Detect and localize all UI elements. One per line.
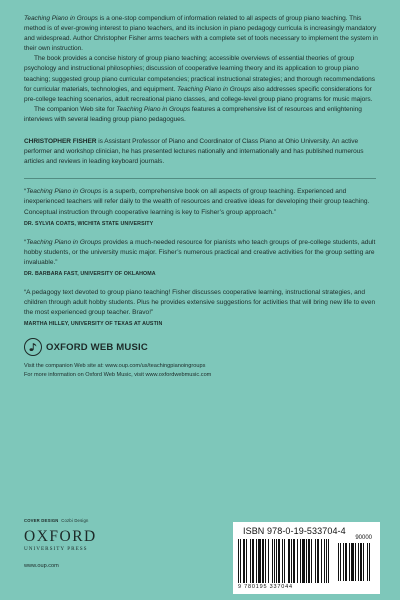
review-attribution-3: MARTHA HILLEY, UNIVERSITY OF TEXAS AT AUSTIN [24, 321, 163, 328]
barcode-bar [349, 543, 350, 581]
review-quote-1: “Teaching Piano in Groups is a superb, comprehensive book on all aspects of group teaching. Experienced and inexperienced teachers will refer daily to the wealth of resources and creative ideas for developing their group teaching. Conceptual instruction through cooperative learning is key to Fisher’s group approach.” [24, 188, 370, 216]
barcode-bar [258, 539, 261, 583]
barcode-bar [302, 539, 305, 583]
price-code: 90000 [355, 535, 372, 541]
barcode-bar [317, 539, 319, 583]
web-music-logo-text: OXFORD WEB MUSIC [46, 341, 148, 353]
barcode-bar [340, 543, 341, 581]
author-bio-text: is Assistant Professor of Piano and Coordinator of Class Piano at Ohio University. An active performer and workshop clinician, he has presented lectures nationally and internationally and has published numerous articles and reviews in leading keyboard journals. [24, 138, 364, 166]
barcode-bar [300, 539, 301, 583]
book-title-italic: Teaching Piano in Groups [24, 15, 98, 22]
publisher-logo: OXFORD [24, 528, 97, 545]
barcode-bar [256, 539, 257, 583]
review-quote-3 [24, 288, 380, 318]
barcode-bar [288, 539, 290, 583]
description-text: The companion Web site for [34, 105, 117, 113]
barcode-bar [358, 543, 359, 581]
barcode-bar [315, 539, 316, 583]
barcode-bar [351, 543, 354, 581]
publisher-footer [24, 518, 224, 569]
barcode-bar [250, 539, 251, 583]
barcode-bar [246, 539, 247, 583]
isbn-barcode [238, 539, 336, 583]
review-attribution-1: DR. SYLVIA COATS, WICHITA STATE UNIVERSITY [24, 220, 154, 227]
oxford-web-music-logo [24, 338, 380, 356]
barcode-bar [238, 539, 239, 583]
barcode-bar [324, 539, 325, 583]
description-text: features a comprehensive list of resources and enlightening interviews with several leading group piano pedagogues. [24, 105, 362, 123]
publisher-url: www.oup.com [24, 563, 59, 569]
description-paragraph-1 [24, 14, 380, 54]
website-info [24, 362, 380, 380]
description-paragraph-3 [24, 105, 380, 125]
review-quote-2: “Teaching Piano in Groups provides a much-needed resource for pianists who teach groups of pre-college students, adult hobby students, or the university music major. Fisher’s numerous practical and creative activities for the group setting are invaluable.” [24, 238, 376, 266]
price-barcode [338, 543, 372, 581]
barcode-bar [363, 543, 364, 581]
barcode-number: 9 780195 337044 [238, 584, 293, 590]
barcode-bar [282, 539, 283, 583]
barcode-bar [321, 539, 322, 583]
book-title-italic: Teaching Piano in Groups [116, 105, 191, 113]
back-cover-content [24, 14, 380, 380]
barcode-bar [369, 543, 370, 581]
isbn-text: ISBN 978-0-19-533704-4 [243, 526, 346, 536]
description-text: also addresses specific considerations for pre-college teaching scenarios, adult recreational piano classes, and college-level group piano programs for music majors. [24, 85, 373, 103]
quote-text: is a superb, comprehensive book on all aspects of group teaching. Experienced and inexperienced teachers will refer daily to the wealth of resources and creative ideas for developing their group teaching. Conceptual instruction through cooperative learning is key to Fisher’s group approach.” [24, 188, 370, 216]
book-title-italic: Teaching Piano in Groups [177, 85, 251, 93]
description-text: The book provides a concise history of group piano teaching; accessible overviews of essential theories of group psychology and instructional philosophies; discussion of cooperative learning theory and its application to group piano teaching; suggested group piano curricular competencies; practical instructional strategies; and thorough recommendations for curricular materials, technologies, and equipment. [24, 55, 375, 93]
barcode-bar [268, 539, 269, 583]
web-music-info-line: For more information on Oxford Web Music, visit www.oxfordwebmusic.com [24, 372, 212, 379]
divider-rule [24, 178, 376, 179]
barcode-bar [326, 539, 327, 583]
barcode-bar [284, 539, 285, 583]
companion-site-line: Visit the companion Web site at: www.oup.com/us/teachingpianoingroups [24, 363, 206, 370]
barcode-bar [328, 539, 329, 583]
quote-text: “A pedagogy text devoted to group piano teaching! Fisher discusses cooperative learning, instructional strategies, and children through adult hobby students. Plus he provides extensive suggestions for activities that will bring new life to even the most experienced group teacher. Bravo!” [24, 288, 376, 317]
barcode-bar [297, 539, 298, 583]
barcode-bar [293, 539, 295, 583]
barcode-bar [338, 543, 339, 581]
cover-design-label: COVER DESIGN [24, 518, 59, 523]
barcode-box [233, 522, 380, 594]
barcode-bar [265, 539, 266, 583]
barcode-bar [311, 539, 312, 583]
book-title-italic: Teaching Piano in Groups [26, 188, 102, 196]
barcode-bar [272, 539, 273, 583]
barcode-bar [308, 539, 310, 583]
barcode-bar [306, 539, 307, 583]
barcode-bar [262, 539, 264, 583]
barcode-bar [276, 539, 277, 583]
book-title-italic: Teaching Piano in Groups [26, 238, 102, 246]
barcode-bar [274, 539, 275, 583]
review-attribution-2: DR. BARBARA FAST, UNIVERSITY OF OKLAHOMA [24, 270, 156, 277]
barcode-bar [367, 543, 368, 581]
author-bio [24, 137, 380, 167]
barcode-bar [278, 539, 280, 583]
barcode-bar [291, 539, 292, 583]
barcode-bar [240, 539, 241, 583]
barcode-bar [243, 539, 245, 583]
description-text: is a one-stop compendium of information related to all aspects of group piano teaching. This method is of ever-growing interest to piano teachers, and its inclusion in piano pedagogy curricula is increasingly mandatory and widespread. Author Christopher Fisher arms teachers with a complete set of tools necessary to implement the system in their own instruction. [24, 15, 378, 53]
barcode-bar [360, 543, 362, 581]
music-note-icon [24, 338, 42, 356]
cover-designer: Cozbi Design [61, 518, 89, 523]
author-name: CHRISTOPHER FISHER [24, 138, 97, 146]
quote-text: provides a much-needed resource for pianists who teach groups of pre-college students, adult hobby students, or the university music major. Fisher’s numerous practical and creative activities for the group setting are invaluable.” [24, 238, 376, 266]
barcode-bar [355, 543, 356, 581]
description-paragraph-2 [24, 54, 380, 104]
barcode-bar [345, 543, 347, 581]
publisher-subtitle: UNIVERSITY PRESS [24, 546, 88, 552]
cover-design-credit [24, 518, 224, 523]
barcode-bar [252, 539, 254, 583]
barcode-bar [343, 543, 344, 581]
